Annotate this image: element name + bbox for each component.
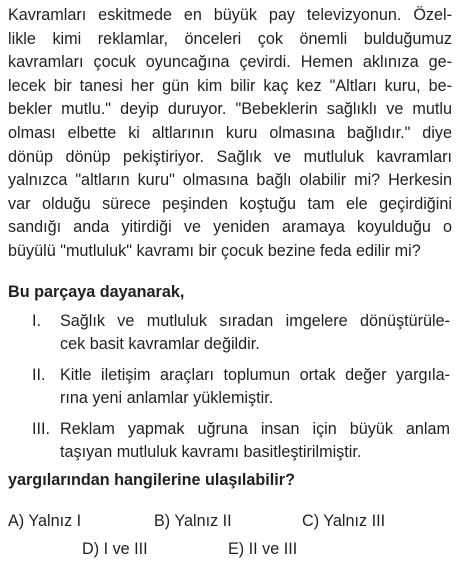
statement-line: Sağlık ve mutluluk sıradan imgelere dönüştürüle- [60, 312, 450, 330]
passage-line: yalnızca "altların kuru" olmasına bağlı olabilir mi? Herkesin [8, 171, 452, 190]
question-prompt: yargılarından hangilerine ulaşılabilir? [8, 471, 295, 489]
passage-line: Kavramları eskitmede en büyük pay televizyonun. Özel- [8, 6, 452, 24]
passage-line: lecek bir tanesi her gün kim bilir kaç kez "Altları kuru, be- [8, 76, 452, 95]
question-stem: Bu parçaya dayanarak, [8, 283, 185, 301]
statement-line: Reklam yapmak uğruna insan için büyük anlam [60, 420, 450, 438]
statement-text [60, 310, 450, 356]
statement-text [60, 418, 450, 464]
passage-line: olması elbette ki altlarının kuru olmasına bağlıdır." diye [8, 123, 452, 142]
statement-line: cek basit kavramlar değildir. [60, 335, 260, 353]
answer-option-e[interactable]: E) II ve III [228, 540, 298, 558]
answer-option-a[interactable]: A) Yalnız I [8, 512, 82, 530]
statement-line: Kitle iletişim araçları toplumun ortak değer yargıla- [60, 366, 450, 384]
answer-option-d[interactable]: D) I ve III [82, 540, 148, 558]
passage-line: bekler mutlu." deyip duruyor. "Bebeklerin sağlıklı ve mutlu [8, 100, 452, 119]
statement-line: taşıyan mutluluk kavramı basitleştirilmiştir. [60, 443, 362, 461]
passage-paragraph [8, 4, 452, 264]
passage-line: kavramları çocuk oyuncağına çevirdi. Hemen aklınıza ge- [8, 53, 452, 72]
passage-line: dönüp dönüp pekiştiriyor. Sağlık ve mutluluk kavramları [8, 147, 452, 166]
answer-option-b[interactable]: B) Yalnız II [154, 512, 232, 530]
answer-option-c[interactable]: C) Yalnız III [302, 512, 386, 530]
passage-line: var olduğu sürece peşinden koştuğu tam ele geçirdiğini [8, 194, 452, 213]
statement-line: rına yeni anlamlar yüklemiştir. [60, 389, 274, 407]
statement-text [60, 364, 450, 410]
statement-numeral: III. [32, 420, 50, 438]
passage-line: büyülü "mutluluk" kavramı bir çocuk bezine feda edilir mi? [8, 241, 421, 260]
statement-numeral: II. [32, 366, 46, 384]
statement-numeral: I. [32, 312, 41, 330]
passage-line: likle kimi reklamlar, önceleri çok önemli bulduğumuz [8, 29, 452, 48]
passage-line: sandığı anda yitirdiği ve yeniden aramaya koyulduğu o [8, 218, 452, 237]
